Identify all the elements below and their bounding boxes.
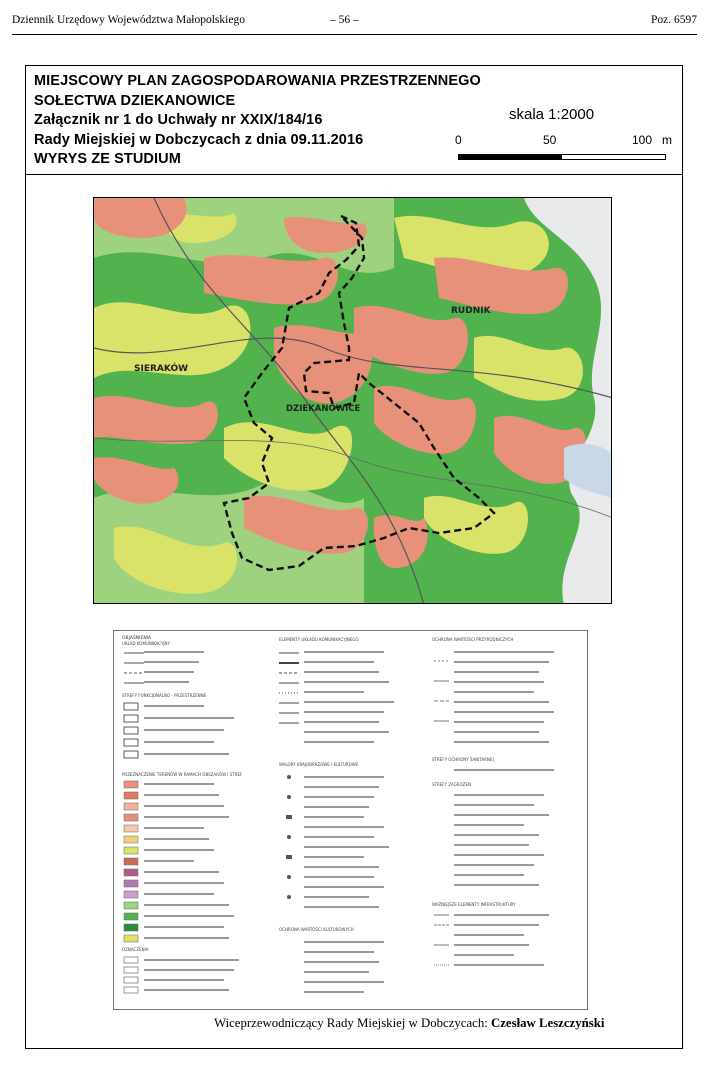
title-line-3: Załącznik nr 1 do Uchwały nr XXIX/184/16 <box>34 112 323 128</box>
scale-tick-50: 50 <box>543 133 557 147</box>
map-label-sierakow: SIERAKÓW <box>134 364 189 374</box>
signature-role: Wiceprzewodniczący Rady Miejskiej w Dobczycach: <box>214 1016 488 1030</box>
title-line-1: MIEJSCOWY PLAN ZAGOSPODAROWANIA PRZESTRZENNEGO <box>34 73 481 89</box>
scale-tick-0: 0 <box>455 133 462 147</box>
legend-sub-communication: UKŁAD KOMUNIKACYJNY <box>122 641 170 646</box>
signatory-name: Czesław Leszczyński <box>491 1016 605 1030</box>
legend-sub-infrastructure: WAŻNIEJSZE ELEMENTY INFRASTRUKTURY <box>432 902 516 907</box>
legend-sub-zones: STREFY FUNKCJONALNO - PRZESTRZENNE <box>122 693 207 698</box>
title-block <box>26 66 682 175</box>
scale-unit: m <box>662 133 672 147</box>
map-label-dziekanowice: DZIEKANOWICE <box>286 404 361 414</box>
page-number: – 56 – <box>330 14 359 26</box>
legend-sub-roads: ELEMENTY UKŁADU KOMUNIKACYJNEGO <box>279 637 359 642</box>
plan-title <box>34 72 481 170</box>
legend-sub-hazards: STREFY ZAGROŻEŃ <box>432 782 471 787</box>
scale-label: skala 1:2000 <box>509 106 595 123</box>
journal-name: Dziennik Urzędowy Województwa Małopolskiego <box>12 14 245 26</box>
title-line-5: WYRYS ZE STUDIUM <box>34 151 181 167</box>
scale-tick-100: 100 <box>632 133 653 147</box>
signature-line <box>214 1016 604 1031</box>
title-line-2: SOŁECTWA DZIEKANOWICE <box>34 92 236 109</box>
legend-sub-land-use: PRZEZNACZENIE TERENÓW W RAMACH OBSZARÓW I STREF <box>122 772 243 777</box>
page-header <box>12 14 697 32</box>
legend-sub-cultural: OCHRONA WARTOŚCI KULTUROWYCH <box>279 927 354 932</box>
position-number: Poz. 6597 <box>651 14 697 26</box>
header-divider <box>12 34 697 35</box>
legend-heading: OBJAŚNIENIA <box>122 636 152 641</box>
legend-sub-nature: OCHRONA WARTOŚCI PRZYRODNICZYCH <box>432 637 514 642</box>
map-legend <box>113 630 588 1010</box>
legend-sub-landscape: WALORY KRAJOBRAZOWE I KULTUROWE <box>279 762 359 767</box>
title-line-4: Rady Miejskiej w Dobczycach z dnia 09.11.2016 <box>34 131 364 148</box>
scale-bar <box>458 154 666 160</box>
legend-sub-markings: OZNACZENIA <box>122 947 149 952</box>
map-label-rudnik: RUDNIK <box>451 306 491 316</box>
legend-sub-sanitary: STREFY OCHRONY SANITARNEJ <box>432 757 494 762</box>
study-map <box>93 197 612 604</box>
